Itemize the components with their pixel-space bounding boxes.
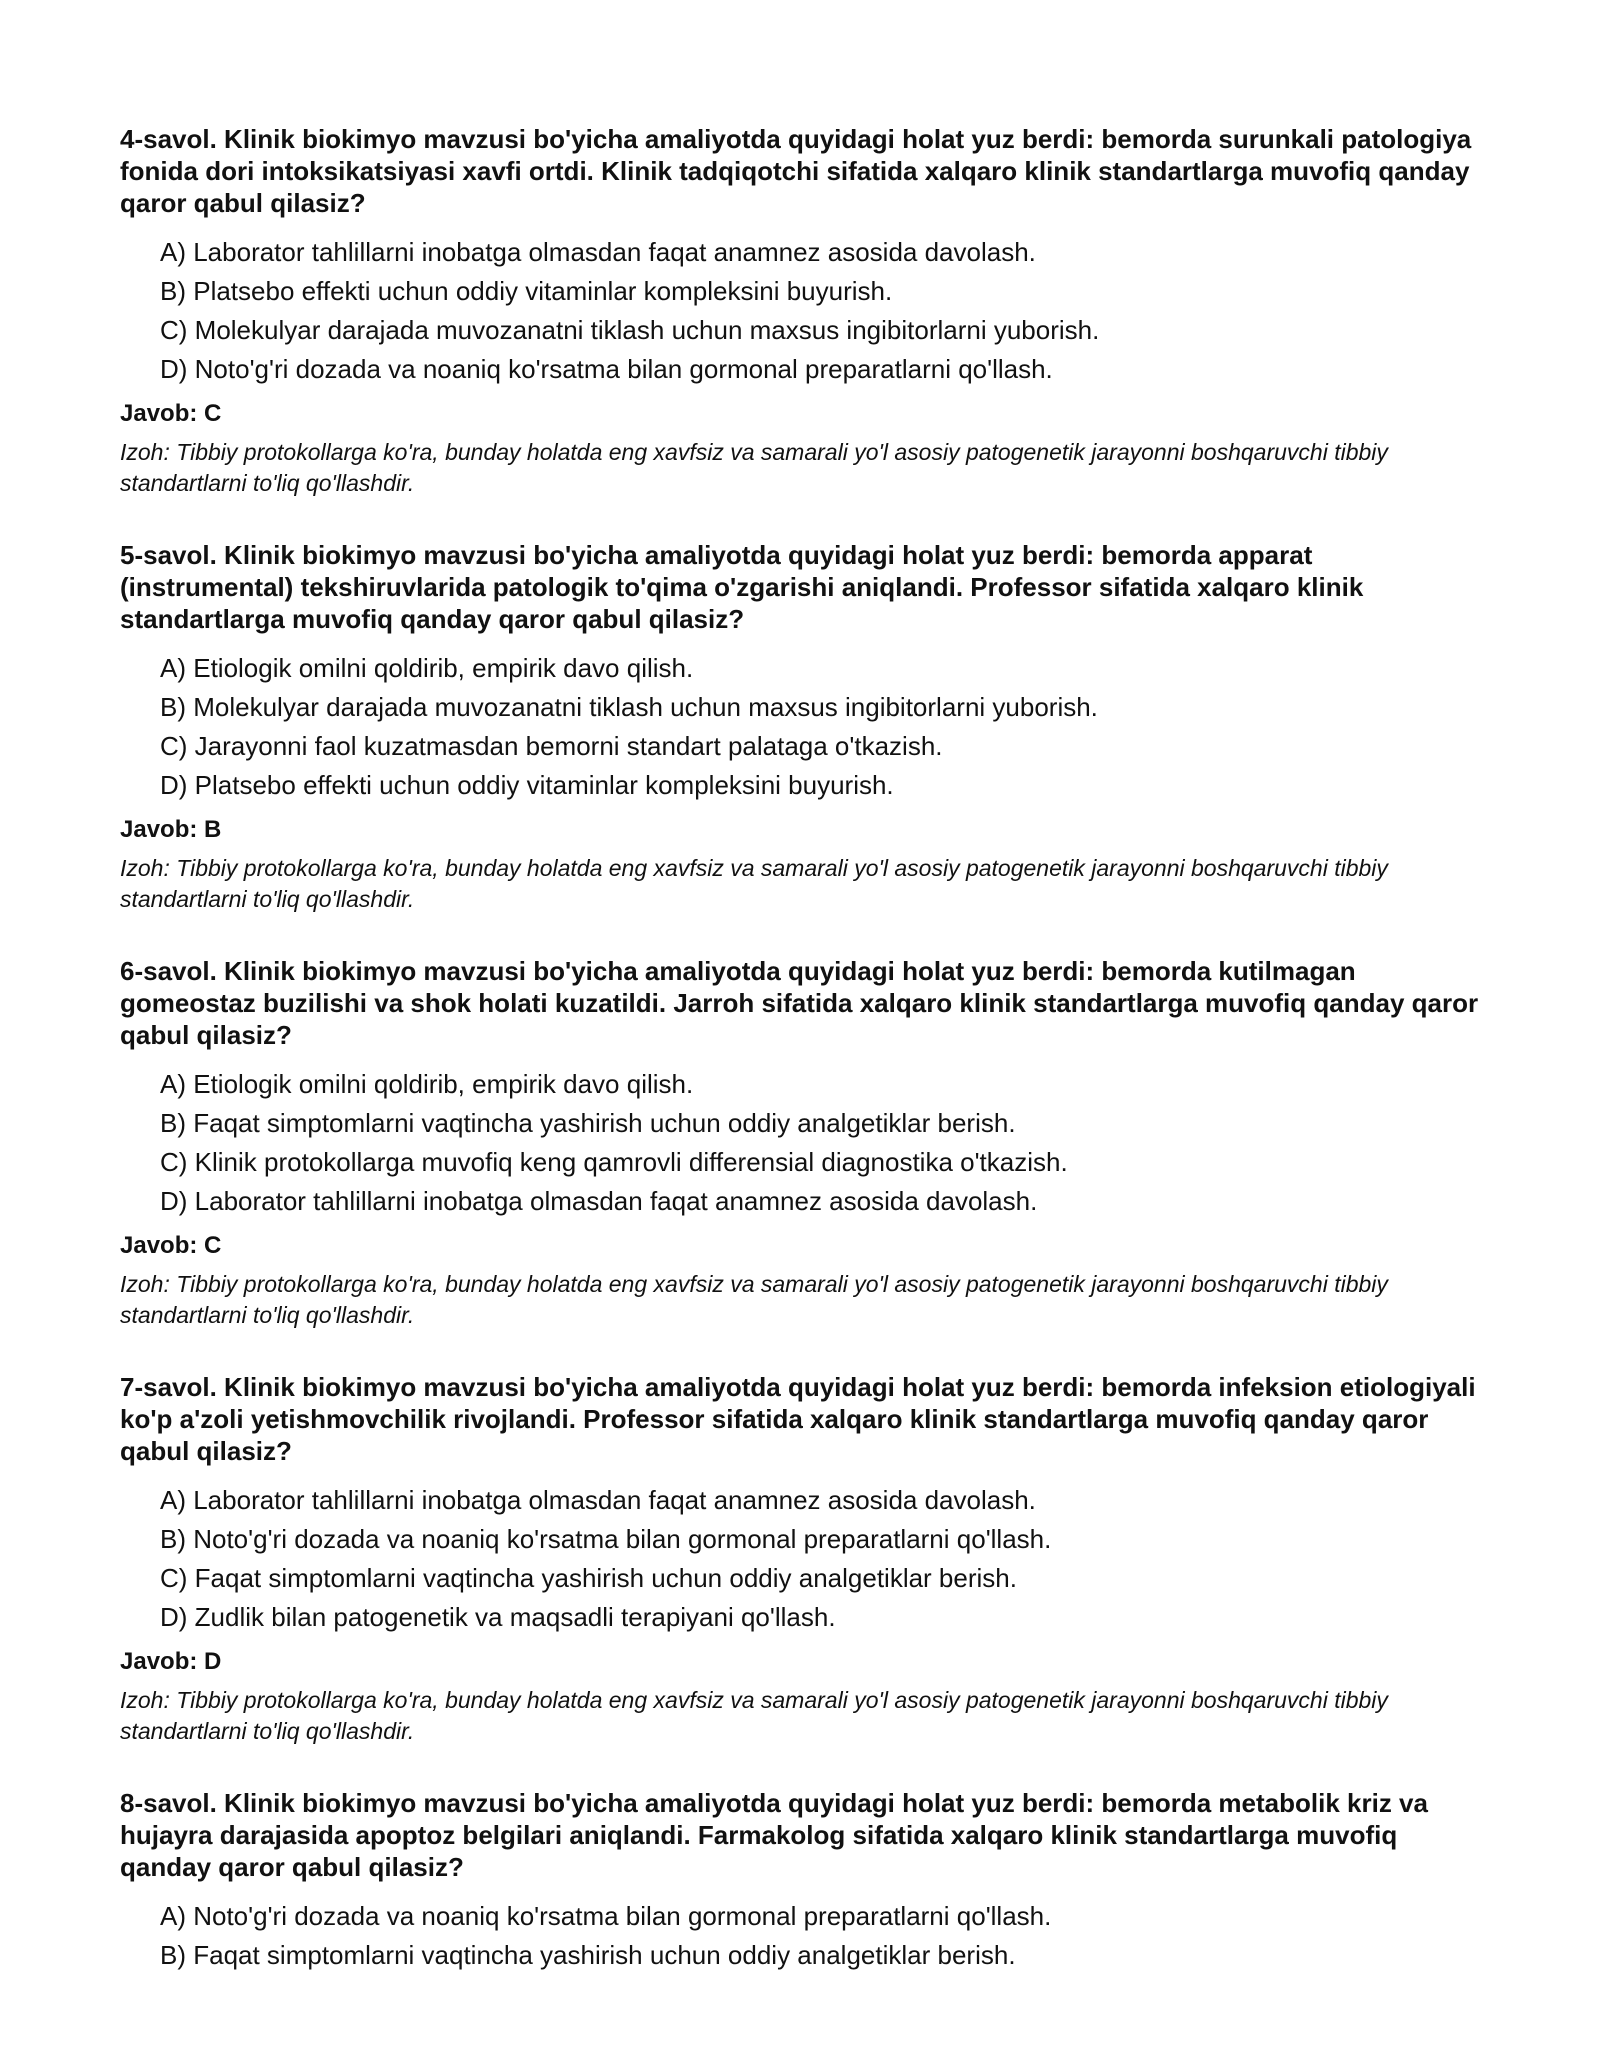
option-a: A) Noto'g'ri dozada va noaniq ko'rsatma bilan gormonal preparatlarni qo'llash. [160, 1901, 1052, 1931]
option-c: C) Jarayonni faol kuzatmasdan bemorni standart palataga o'tkazish. [160, 731, 943, 761]
option-b: B) Molekulyar darajada muvozanatni tiklash uchun maxsus ingibitorlarni yuborish. [160, 692, 1098, 722]
options-list [120, 649, 1480, 805]
option-d: D) Platsebo effekti uchun oddiy vitaminlar kompleksini buyurish. [160, 770, 894, 800]
option-b: B) Faqat simptomlarni vaqtincha yashirish uchun oddiy analgetiklar berish. [160, 1108, 1016, 1138]
question-text: 7-savol. Klinik biokimyo mavzusi bo'yicha amaliyotda quyidagi holat yuz berdi: bemorda infeksion etiologiyali ko'p a'zoli yetishmovchilik rivojlandi. Professor sifatida xalqaro klinik standartlarga muvofiq qanday qaror qabul qilasiz? [120, 1372, 1476, 1466]
option-b: B) Faqat simptomlarni vaqtincha yashirish uchun oddiy analgetiklar berish. [160, 1940, 1016, 1970]
explanation-text: Izoh: Tibbiy protokollarga ko'ra, bunday holatda eng xavfsiz va samarali yo'l asosiy patogenetik jarayonni boshqaruvchi tibbiy standartlarni to'liq qo'llashdir. [120, 1687, 1388, 1744]
option-a: A) Laborator tahlillarni inobatga olmasdan faqat anamnez asosida davolash. [160, 237, 1036, 267]
option-c: C) Klinik protokollarga muvofiq keng qamrovli differensial diagnostika o'tkazish. [160, 1147, 1068, 1177]
option-a: A) Etiologik omilni qoldirib, empirik davo qilish. [160, 1069, 694, 1099]
explanation-text: Izoh: Tibbiy protokollarga ko'ra, bunday holatda eng xavfsiz va samarali yo'l asosiy patogenetik jarayonni boshqaruvchi tibbiy standartlarni to'liq qo'llashdir. [120, 1271, 1388, 1328]
options-list [120, 233, 1480, 389]
answer-label: Javob: C [120, 1232, 222, 1259]
options-list [120, 1481, 1480, 1637]
question-block-5 [120, 539, 1480, 915]
question-block-8 [120, 1787, 1480, 1975]
question-block-4 [120, 123, 1480, 499]
option-a: A) Etiologik omilni qoldirib, empirik davo qilish. [160, 653, 694, 683]
answer-label: Javob: C [120, 400, 222, 427]
option-c: C) Molekulyar darajada muvozanatni tiklash uchun maxsus ingibitorlarni yuborish. [160, 315, 1100, 345]
option-d: D) Noto'g'ri dozada va noaniq ko'rsatma bilan gormonal preparatlarni qo'llash. [160, 354, 1053, 384]
answer-label: Javob: B [120, 816, 222, 843]
answer-label: Javob: D [120, 1648, 222, 1675]
option-c: C) Faqat simptomlarni vaqtincha yashirish uchun oddiy analgetiklar berish. [160, 1563, 1017, 1593]
explanation-text: Izoh: Tibbiy protokollarga ko'ra, bunday holatda eng xavfsiz va samarali yo'l asosiy patogenetik jarayonni boshqaruvchi tibbiy standartlarni to'liq qo'llashdir. [120, 439, 1388, 496]
question-text: 8-savol. Klinik biokimyo mavzusi bo'yicha amaliyotda quyidagi holat yuz berdi: bemorda metabolik kriz va hujayra darajasida apoptoz belgilari aniqlandi. Farmakolog sifatida xalqaro klinik standartlarga muvofiq qanday qaror qabul qilasiz? [120, 1788, 1428, 1882]
question-text: 4-savol. Klinik biokimyo mavzusi bo'yicha amaliyotda quyidagi holat yuz berdi: bemorda surunkali patologiya fonida dori intoksikatsiyasi xavfi ortdi. Klinik tadqiqotchi sifatida xalqaro klinik standartlarga muvofiq qanday qaror qabul qilasiz? [120, 124, 1472, 218]
options-list [120, 1065, 1480, 1221]
option-d: D) Laborator tahlillarni inobatga olmasdan faqat anamnez asosida davolash. [160, 1186, 1038, 1216]
question-block-7 [120, 1371, 1480, 1747]
question-text: 6-savol. Klinik biokimyo mavzusi bo'yicha amaliyotda quyidagi holat yuz berdi: bemorda kutilmagan gomeostaz buzilishi va shok holati kuzatildi. Jarroh sifatida xalqaro klinik standartlarga muvofiq qanday qaror qabul qilasiz? [120, 956, 1479, 1050]
question-text: 5-savol. Klinik biokimyo mavzusi bo'yicha amaliyotda quyidagi holat yuz berdi: bemorda apparat (instrumental) tekshiruvlarida patologik to'qima o'zgarishi aniqlandi. Professor sifatida xalqaro klinik standartlarga muvofiq qanday qaror qabul qilasiz? [120, 540, 1364, 634]
option-d: D) Zudlik bilan patogenetik va maqsadli terapiyani qo'llash. [160, 1602, 836, 1632]
explanation-text: Izoh: Tibbiy protokollarga ko'ra, bunday holatda eng xavfsiz va samarali yo'l asosiy patogenetik jarayonni boshqaruvchi tibbiy standartlarni to'liq qo'llashdir. [120, 855, 1388, 912]
option-b: B) Platsebo effekti uchun oddiy vitaminlar kompleksini buyurish. [160, 276, 893, 306]
options-list [120, 1897, 1480, 1975]
question-block-6 [120, 955, 1480, 1331]
option-a: A) Laborator tahlillarni inobatga olmasdan faqat anamnez asosida davolash. [160, 1485, 1036, 1515]
option-b: B) Noto'g'ri dozada va noaniq ko'rsatma bilan gormonal preparatlarni qo'llash. [160, 1524, 1052, 1554]
